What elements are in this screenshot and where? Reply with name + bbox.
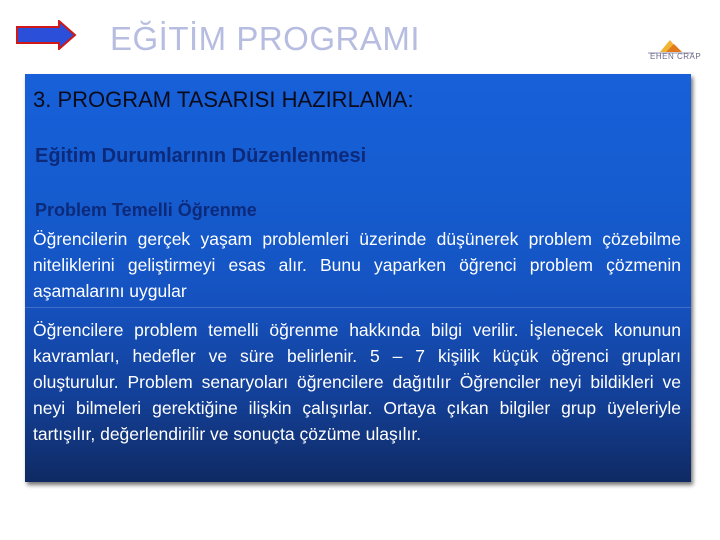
right-arrow-icon xyxy=(15,20,77,50)
page-title: EĞİTİM PROGRAMI xyxy=(110,20,421,57)
section-subheading: Eğitim Durumlarının Düzenlenmesi xyxy=(35,145,367,167)
divider xyxy=(25,307,691,308)
section-heading: 3. PROGRAM TASARISI HAZIRLAMA: xyxy=(33,87,414,112)
logo-text: EHEN CRAP xyxy=(650,52,702,61)
content-panel xyxy=(25,74,691,482)
topic-title: Problem Temelli Öğrenme xyxy=(35,200,257,220)
paragraph-process: Öğrencilere problem temelli öğrenme hakkında bilgi verilir. İşlenecek konunun kavramları, hedefler ve süre belirlenir. 5 – 7 kişilik küçük öğrenci grupları oluşturulur. Problem senaryoları öğrencilere dağıtılır Öğrenciler neyi bildikleri ve neyi bilmeleri gerektiğine ilişkin çalışırlar. Ortaya çıkan bilgiler grup üyeleriyle tartışılır, değerlendirilir ve sonuçta çözüme ulaşılır. xyxy=(33,320,681,444)
paragraph-definition: Öğrencilerin gerçek yaşam problemleri üzerinde düşünerek problem çözebilme niteliklerini geliştirmeyi esas alır. Bunu yaparken öğrenci problem çözmenin aşamalarını uygular xyxy=(33,229,681,301)
